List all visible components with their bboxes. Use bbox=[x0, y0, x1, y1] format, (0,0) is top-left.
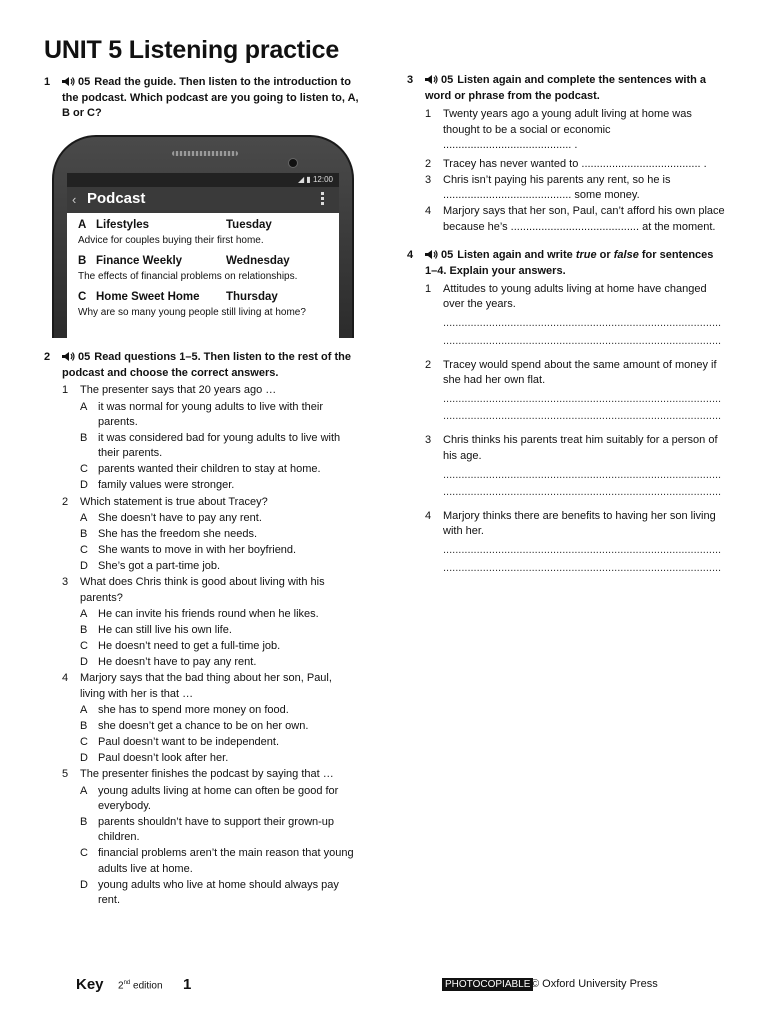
podcast-name: Home Sweet Home bbox=[96, 290, 200, 303]
answer-line[interactable]: ........................................................................................... bbox=[443, 544, 722, 557]
answer-line[interactable]: ........................................................................................... bbox=[443, 561, 722, 574]
answer-option[interactable] bbox=[80, 878, 360, 908]
option-text: financial problems aren’t the main reason that young adults live at home. bbox=[98, 847, 354, 875]
option-letter: B bbox=[80, 719, 88, 732]
footer-edition: 2nd edition bbox=[118, 980, 163, 992]
question-list bbox=[62, 383, 360, 908]
instruction-text: Read the guide. Then listen to the introduction to the podcast. Which podcast are you going to listen to, A, B or C? bbox=[62, 76, 359, 120]
podcast-item bbox=[78, 290, 329, 320]
status-bar bbox=[67, 173, 339, 187]
question-text: What does Chris think is good about living with his parents? bbox=[80, 576, 325, 604]
question-text: The presenter finishes the podcast by saying that … bbox=[80, 768, 334, 781]
track-code: 05 bbox=[78, 76, 91, 88]
answer-option[interactable] bbox=[80, 543, 360, 558]
answer-option[interactable] bbox=[80, 751, 360, 766]
exercise-number: 4 bbox=[407, 248, 414, 261]
question-text: Marjory says that the bad thing about her son, Paul, living with her is that … bbox=[80, 672, 332, 700]
option-text: it was normal for young adults to live with their parents. bbox=[98, 400, 323, 428]
option-letter: D bbox=[80, 878, 88, 891]
option-text: she has to spend more money on food. bbox=[98, 703, 289, 716]
option-letter: D bbox=[80, 560, 88, 573]
answer-option[interactable] bbox=[80, 735, 360, 750]
answer-line[interactable]: ........................................................................................... bbox=[443, 468, 722, 481]
item-number: 3 bbox=[425, 174, 432, 187]
answer-line[interactable]: ........................................................................................... bbox=[443, 393, 722, 406]
page-number: 1 bbox=[183, 976, 192, 993]
question-item bbox=[62, 671, 360, 766]
option-letter: C bbox=[80, 640, 88, 653]
false-word: false bbox=[613, 248, 639, 261]
option-letter: D bbox=[80, 656, 88, 669]
exercise-instruction bbox=[425, 248, 727, 279]
question-text: Which statement is true about Tracey? bbox=[80, 495, 268, 508]
statement-item bbox=[425, 433, 727, 500]
podcast-description: Why are so many young people still living at home? bbox=[78, 306, 306, 318]
statement-text: Chris thinks his parents treat him suitably for a person of his age. bbox=[443, 434, 718, 462]
answer-option[interactable] bbox=[80, 846, 360, 876]
item-number: 2 bbox=[425, 157, 432, 170]
audio-speaker-icon bbox=[425, 249, 438, 264]
answer-blank[interactable]: .......................................... . bbox=[443, 138, 578, 151]
option-text: Paul doesn’t look after her. bbox=[98, 752, 229, 765]
item-number: 3 bbox=[425, 434, 432, 447]
sentence-list bbox=[425, 107, 727, 234]
true-word: true bbox=[575, 248, 597, 261]
option-text: She wants to move in with her boyfriend. bbox=[98, 544, 297, 557]
option-text: parents wanted their children to stay at home. bbox=[98, 463, 321, 476]
statement-item bbox=[425, 358, 727, 425]
option-letter: B bbox=[80, 527, 88, 540]
option-text: young adults living at home can often be good for everybody. bbox=[98, 784, 339, 812]
or-word: or bbox=[596, 248, 614, 261]
question-number: 4 bbox=[62, 672, 69, 685]
app-title: Podcast bbox=[87, 190, 146, 207]
question-item bbox=[62, 495, 360, 575]
app-bar bbox=[67, 187, 339, 213]
exercise-instruction bbox=[62, 75, 360, 122]
option-text: He can still live his own life. bbox=[98, 623, 232, 636]
sentence-item bbox=[425, 173, 727, 203]
sentence-item bbox=[425, 107, 727, 153]
phone-illustration bbox=[52, 135, 354, 338]
statement-item bbox=[425, 509, 727, 576]
exercise-number: 2 bbox=[44, 351, 51, 363]
option-text: young adults who live at home should always pay rent. bbox=[98, 878, 339, 906]
option-letter: C bbox=[80, 463, 88, 476]
question-number: 5 bbox=[62, 768, 69, 781]
podcast-day: Tuesday bbox=[226, 219, 272, 231]
statement-text: Tracey would spend about the same amount of money if she had her own flat. bbox=[443, 358, 717, 386]
option-text: Paul doesn’t want to be independent. bbox=[98, 736, 280, 749]
option-letter: B bbox=[80, 431, 88, 444]
status-time: 12:00 bbox=[312, 175, 333, 184]
answer-option[interactable] bbox=[80, 623, 360, 638]
audio-speaker-icon bbox=[425, 74, 438, 89]
podcast-list bbox=[67, 213, 339, 319]
podcast-name: Finance Weekly bbox=[96, 254, 183, 267]
answer-option[interactable] bbox=[80, 703, 360, 718]
option-letter: A bbox=[80, 511, 88, 524]
option-text: it was considered bad for young adults to live with their parents. bbox=[98, 431, 341, 460]
podcast-item bbox=[78, 254, 329, 284]
answer-line[interactable]: ........................................................................................... bbox=[443, 410, 722, 423]
left-column bbox=[44, 75, 360, 122]
exercise-1 bbox=[44, 75, 360, 122]
answer-option[interactable] bbox=[80, 655, 360, 670]
instruction-text: Listen again and complete the sentences with a word or phrase from the podcast. bbox=[425, 74, 707, 103]
option-text: She has the freedom she needs. bbox=[98, 527, 257, 540]
option-letter: B bbox=[80, 815, 88, 828]
overflow-menu-icon bbox=[321, 192, 325, 206]
option-letter: D bbox=[80, 479, 88, 492]
phone-screen bbox=[67, 173, 339, 338]
option-text: He can invite his friends round when he likes. bbox=[98, 607, 319, 620]
answer-option[interactable] bbox=[80, 815, 360, 845]
instruction-text: Listen again and write bbox=[457, 248, 576, 261]
exercise-number: 3 bbox=[407, 74, 414, 86]
instruction-text-end: for sentences 1–4. Explain your answers. bbox=[425, 248, 714, 277]
answer-option[interactable] bbox=[80, 559, 360, 574]
option-letter: C bbox=[80, 736, 88, 749]
sentence-text: Chris isn’t paying his parents any rent, so he is .......................................... some money. bbox=[443, 174, 671, 202]
option-text: she doesn’t get a chance to be on her own. bbox=[98, 719, 309, 732]
question-item bbox=[62, 575, 360, 670]
statement-item bbox=[425, 282, 727, 349]
answer-option[interactable] bbox=[80, 431, 360, 461]
item-number: 2 bbox=[425, 358, 432, 371]
answer-option[interactable] bbox=[80, 607, 360, 622]
answer-line[interactable]: ........................................................................................... bbox=[443, 485, 722, 498]
option-letter: A bbox=[80, 784, 88, 797]
item-number: 1 bbox=[425, 283, 432, 296]
wifi-signal-icon: ◢ ▮ bbox=[297, 175, 313, 184]
exercise-number: 1 bbox=[44, 76, 51, 88]
answer-option[interactable] bbox=[80, 639, 360, 654]
podcast-letter: B bbox=[78, 254, 87, 267]
option-letter: A bbox=[80, 400, 88, 413]
sentence-text: Twenty years ago a young adult living at home was thought to be a social or economic bbox=[443, 108, 692, 136]
page-title: UNIT 5 Listening practice bbox=[44, 36, 340, 64]
statement-list bbox=[425, 282, 727, 576]
option-text: She doesn’t have to pay any rent. bbox=[98, 511, 262, 524]
track-code: 05 bbox=[78, 351, 91, 363]
sentence-item bbox=[425, 157, 727, 172]
option-letter: A bbox=[80, 607, 88, 620]
statement-text: Attitudes to young adults living at home have changed over the years. bbox=[443, 283, 707, 311]
sentence-text: Marjory says that her son, Paul, can’t afford his own place because he’s .......................................... at the moment. bbox=[443, 205, 725, 233]
sentence-text: Tracey has never wanted to ....................................... . bbox=[443, 157, 707, 170]
option-text: She’s got a part-time job. bbox=[98, 560, 221, 573]
item-number: 4 bbox=[425, 510, 432, 523]
item-number: 1 bbox=[425, 108, 432, 121]
exercise-instruction bbox=[425, 73, 727, 104]
answer-option[interactable] bbox=[80, 478, 360, 493]
option-letter: A bbox=[80, 703, 88, 716]
exercise-4 bbox=[407, 248, 727, 576]
podcast-item bbox=[78, 218, 329, 248]
answer-option[interactable] bbox=[80, 462, 360, 477]
answer-line[interactable]: ........................................................................................... bbox=[443, 317, 722, 330]
phone-speaker-grille bbox=[172, 151, 238, 156]
exercise-3 bbox=[407, 73, 727, 235]
option-letter: C bbox=[80, 847, 88, 860]
answer-option[interactable] bbox=[80, 784, 360, 814]
instruction-text: Read questions 1–5. Then listen to the rest of the podcast and choose the correct answers. bbox=[62, 351, 351, 380]
question-number: 3 bbox=[62, 576, 69, 589]
answer-option[interactable] bbox=[80, 527, 360, 542]
option-text: He doesn’t need to get a full-time job. bbox=[98, 640, 281, 653]
option-letter: B bbox=[80, 623, 88, 636]
question-item bbox=[62, 767, 360, 908]
track-code: 05 bbox=[441, 248, 454, 261]
page-footer bbox=[76, 975, 676, 995]
podcast-name: Lifestyles bbox=[96, 219, 150, 231]
podcast-day: Thursday bbox=[226, 290, 278, 303]
podcast-description: The effects of financial problems on relationships. bbox=[78, 270, 298, 282]
option-letter: D bbox=[80, 752, 88, 765]
audio-speaker-icon bbox=[62, 351, 75, 366]
podcast-letter: A bbox=[78, 219, 87, 231]
question-number: 2 bbox=[62, 495, 69, 508]
option-text: He doesn’t have to pay any rent. bbox=[98, 656, 257, 669]
exercise-instruction bbox=[62, 350, 360, 381]
sentence-item bbox=[425, 204, 727, 234]
publisher-credit: © Oxford University Press bbox=[531, 978, 658, 990]
option-text: parents shouldn’t have to support their grown-up children. bbox=[98, 815, 335, 844]
question-text: The presenter says that 20 years ago … bbox=[80, 384, 277, 397]
right-column bbox=[407, 73, 727, 585]
question-item bbox=[62, 383, 360, 493]
item-number: 4 bbox=[425, 205, 432, 218]
exercise-2 bbox=[44, 350, 360, 908]
answer-option[interactable] bbox=[80, 400, 360, 430]
phone-camera bbox=[288, 158, 298, 168]
podcast-letter: C bbox=[78, 290, 87, 303]
option-letter: C bbox=[80, 544, 88, 557]
podcast-day: Wednesday bbox=[226, 254, 290, 267]
back-chevron-icon: ‹ bbox=[72, 192, 77, 207]
answer-line[interactable]: ........................................................................................... bbox=[443, 334, 722, 347]
statement-text: Marjory thinks there are benefits to having her son living with her. bbox=[443, 510, 716, 538]
question-number: 1 bbox=[62, 384, 69, 397]
option-text: family values were stronger. bbox=[98, 479, 235, 492]
audio-speaker-icon bbox=[62, 76, 75, 91]
photocopiable-badge: PHOTOCOPIABLE bbox=[442, 978, 533, 991]
answer-option[interactable] bbox=[80, 511, 360, 526]
track-code: 05 bbox=[441, 74, 454, 86]
podcast-description: Advice for couples buying their first home. bbox=[78, 235, 264, 246]
answer-option[interactable] bbox=[80, 719, 360, 734]
footer-key: Key bbox=[76, 976, 104, 993]
